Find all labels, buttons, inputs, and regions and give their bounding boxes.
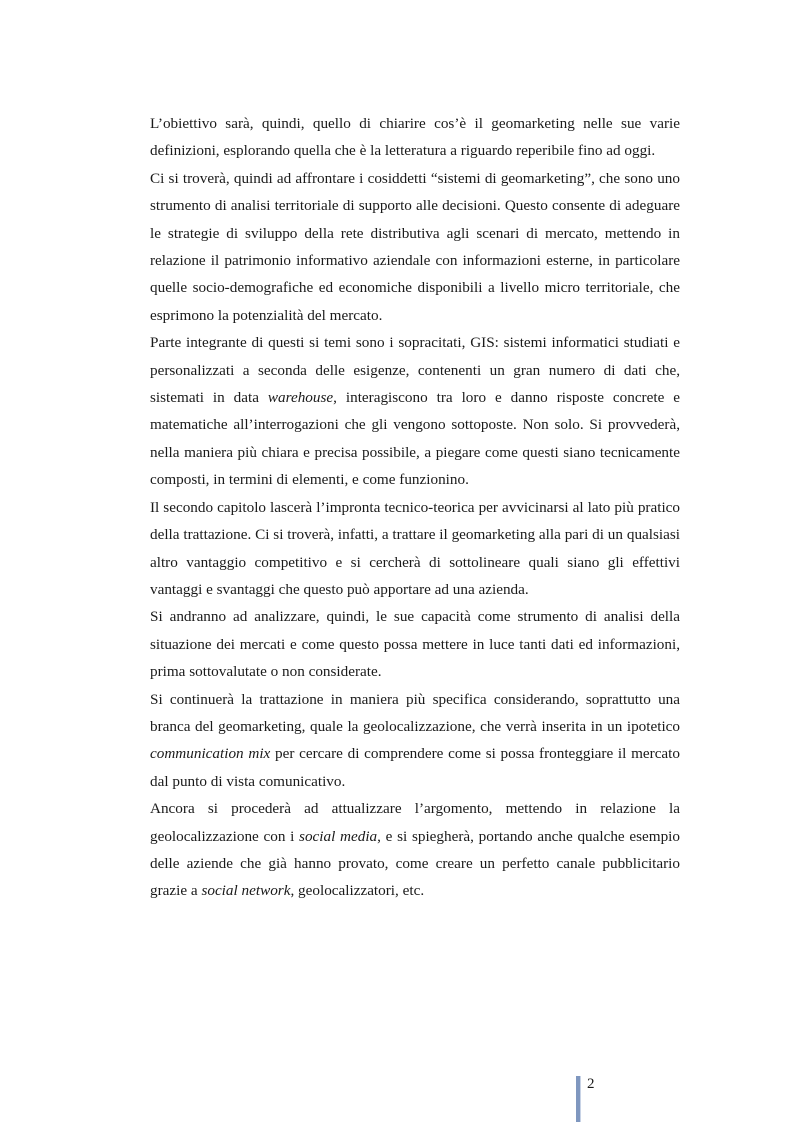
paragraph [150, 329, 680, 493]
italic-text: social media [299, 827, 378, 845]
paragraph [150, 795, 680, 905]
paragraph-text: Ci si troverà, quindi ad affrontare i cosiddetti “sistemi di geomarketing”, che sono uno strumento di analisi territoriale di supporto alle decisioni. Questo consente di adeguare le strategie di sviluppo della rete distributiva agli scenari di mercato, mettendo in relazione il patrimonio informativo aziendale con informazioni esterne, in particolare quelle socio-demografiche ed economiche disponibili a livello micro territoriale, che esprimono la potenzialità del mercato. [150, 169, 680, 324]
paragraph-text: Si andranno ad analizzare, quindi, le sue capacità come strumento di analisi della situazione dei mercati e come questo possa mettere in luce tanti dati ed informazioni, prima sottovalutate o non considerate. [150, 608, 680, 681]
paragraph-text: L’obiettivo sarà, quindi, quello di chiarire cos’è il geomarketing nelle sue varie definizioni, esplorando quella che è la letteratura a riguardo reperibile fino ad oggi. [150, 115, 680, 160]
page-number: 2 [587, 1076, 595, 1092]
paragraph-text: , e si spiegherà, portando anche qualche esempio delle aziende che già hanno provato, come creare un perfetto canale pubblicitario grazie a [150, 827, 680, 900]
paragraph [150, 494, 680, 604]
italic-text: warehouse [267, 389, 334, 407]
paragraph [150, 110, 680, 165]
paragraph-text: , geolocalizzatori, etc. [290, 882, 425, 900]
page-footer [576, 1071, 616, 1123]
paragraph-text: Ancora si procederà ad attualizzare l’argomento, mettendo in relazione la geolocalizzazione con i [150, 800, 680, 845]
paragraph-text: per cercare di comprendere come si possa fronteggiare il mercato dal punto di vista comunicativo. [150, 745, 680, 790]
paragraph-text: Il secondo capitolo lascerà l’impronta tecnico-teorica per avvicinarsi al lato più pratico della trattazione. Ci si troverà, infatti, a trattare il geomarketing alla pari di un qualsiasi altro vantaggio competitivo e si cercherà di sottolineare quali siano gli effettivi vantaggi e svantaggi che questo può apportare ad una azienda. [150, 498, 680, 598]
paragraph [150, 686, 680, 796]
paragraph [150, 603, 680, 685]
document-body [150, 110, 680, 905]
italic-text: social network [201, 882, 291, 900]
paragraph-text: , interagiscono tra loro e danno risposte concrete e matematiche all’interrogazioni che gli vengono sottoposte. Non solo. Si provvederà, nella maniera più chiara e precisa possibile, a piegare come questi siano tecnicamente composti, in termini di elementi, e come funzionino. [150, 389, 680, 489]
paragraph-text: Parte integrante di questi si temi sono i sopracitati, GIS: sistemi informatici studiati e personalizzati a seconda delle esigenze, contenenti un gran numero di dati che, sistemati in data [150, 334, 680, 407]
italic-text: communication mix [150, 745, 271, 763]
paragraph-text: Si continuerà la trattazione in maniera più specifica considerando, soprattutto una branca del geomarketing, quale la geolocalizzazione, che verrà inserita in un ipotetico [150, 690, 680, 735]
paragraph [150, 165, 680, 329]
footer-rule [576, 1076, 581, 1122]
